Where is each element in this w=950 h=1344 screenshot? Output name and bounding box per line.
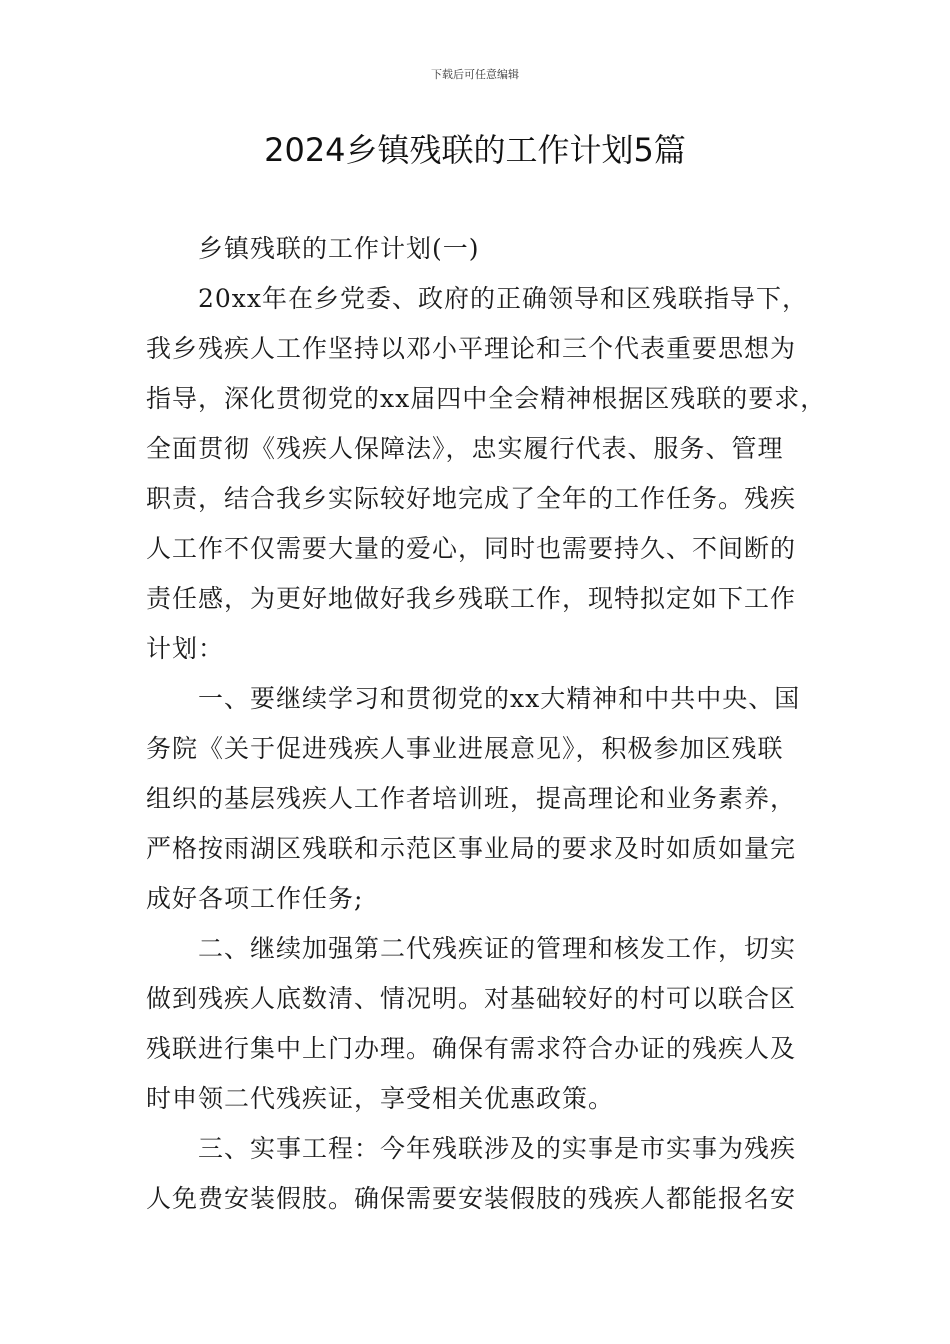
text-line: 人工作不仅需要大量的爱心，同时也需要持久、不间断的 [146,534,797,563]
text-line: 组织的基层残疾人工作者培训班，提高理论和业务素养， [146,784,797,813]
text-line: 残联进行集中上门办理。确保有需求符合办证的残疾人及 [146,1034,797,1063]
text-line: 三、实事工程：今年残联涉及的实事是市实事为残疾 [198,1134,797,1163]
text-line: 指导，深化贯彻党的xx届四中全会精神根据区残联的要求， [146,384,827,413]
document-body [146,224,827,1224]
text-line: 我乡残疾人工作坚持以邓小平理论和三个代表重要思想为 [146,334,797,363]
text-line: 乡镇残联的工作计划(一) [198,234,480,263]
text-line: 责任感，为更好地做好我乡残联工作，现特拟定如下工作 [146,584,797,613]
text-line: 全面贯彻《残疾人保障法》，忠实履行代表、服务、管理 [146,434,784,463]
text-line: 20xx年在乡党委、政府的正确领导和区残联指导下， [198,284,809,313]
header-note: 下载后可任意编辑 [431,68,519,81]
text-line: 成好各项工作任务; [146,884,364,913]
text-line: 计划： [146,634,225,663]
text-line: 一、要继续学习和贯彻党的xx大精神和中共中央、国 [198,684,801,713]
text-line: 严格按雨湖区残联和示范区事业局的要求及时如质如量完 [146,834,797,863]
text-line: 务院《关于促进残疾人事业进展意见》，积极参加区残联 [146,734,784,763]
document-title: 2024乡镇残联的工作计划5篇 [264,131,686,169]
text-line: 二、继续加强第二代残疾证的管理和核发工作，切实 [198,934,797,963]
text-line: 做到残疾人底数清、情况明。对基础较好的村可以联合区 [146,984,797,1013]
text-line: 人免费安装假肢。确保需要安装假肢的残疾人都能报名安 [146,1184,797,1213]
text-line: 职责，结合我乡实际较好地完成了全年的工作任务。残疾 [146,484,797,513]
text-line: 时申领二代残疾证，享受相关优惠政策。 [146,1084,615,1113]
